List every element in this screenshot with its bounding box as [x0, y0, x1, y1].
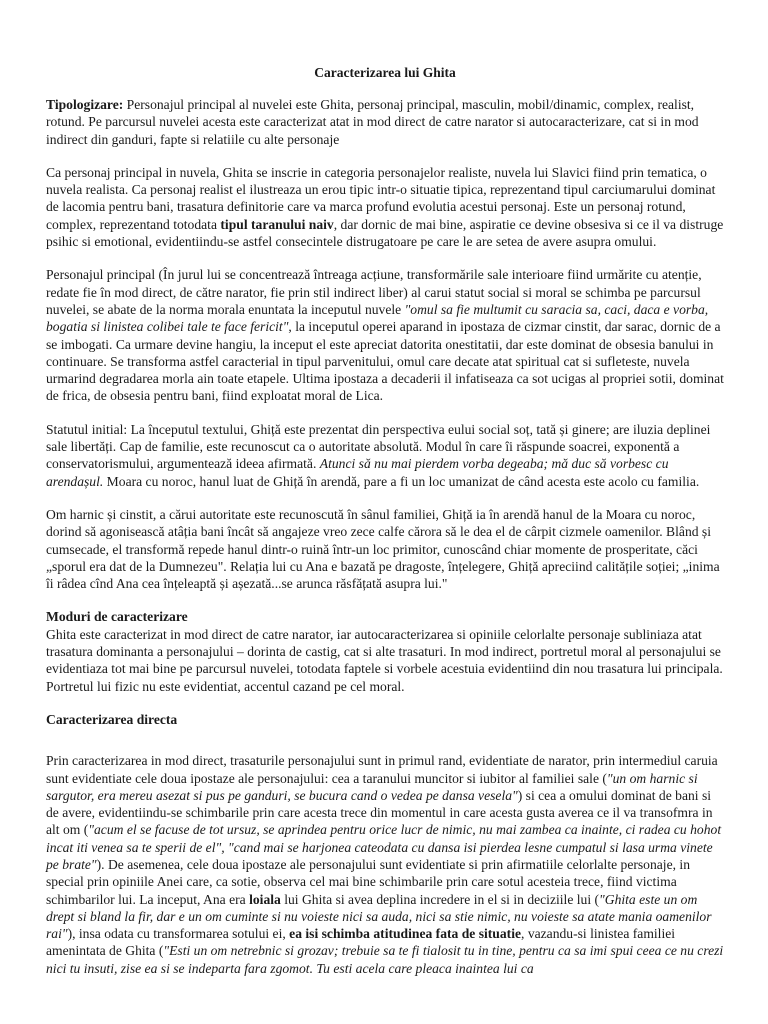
paragraph-om-harnic: Om harnic și cinstit, a cărui autoritate este recunoscută în sânul familiei, Ghiță ia în arendă hanul de la Moara cu noroc, dorind să agonisească atâția bani încât să angajeze vreo zece calfe cărora să le dea el de cârpit cizmele oamenilor. Blând și cumsecade, el transformă repede hanul dintr-o ruină într-un loc primitor, cunoscând chiar momente de prosperitate, căci „sporul era dat de la Dumnezeu". Relația lui cu Ana e bazată pe dragoste, înțelegere, Ghiță apreciind calitățile soției; „inima îi râdea cînd Ana cea înțeleaptă și așezată...se arunca răsfățată asupra lui."	[46, 506, 720, 592]
paragraph-tipologizare	[46, 96, 724, 148]
bold-phrase: ea isi schimba atitudinea fata de situatie	[289, 926, 522, 942]
paragraph-text: Personajul principal (În jurul lui se concentrează întreaga acțiune, transformările sale interioare fiind urmărite cu atenție, redate fie în mod direct, de către narator, fie prin stil indirect liber) al carui statut social si moral se schimba pe parcursul nuvelei, se abate de la norma morala enuntata la inceputul nuvele	[46, 267, 702, 317]
paragraph-text: ). De asemenea, cele doua ipostaze ale personajului sunt evidentiate si prin afirmatiile celorlalte personaje, in special prin opiniile Anei care, ca sotie, observa cel mai bine schimbarile prin care sotul acesteia trece, fiind victima schimbarilor lui. La inceput, Ana era	[46, 856, 690, 907]
heading-moduri-de-caracterizare: Moduri de caracterizare	[46, 609, 188, 625]
heading-caracterizarea-directa: Caracterizarea directa	[46, 711, 178, 727]
italic-quote: "Esti un om netrebnic si grozav; trebuie sa te fi tialosit tu in tine, pentru ca sa imi spui ceea ce nu crezi nici tu insuti, zise ea si se indeparta fara zgomot. Tu esti acela care pleaca inaintea lui ca	[46, 943, 724, 976]
paragraph-moduri-de-caracterizare: Ghita este caracterizat in mod direct de catre narator, iar autocaracterizarea si opiniile celorlalte personaje subliniaza atat trasatura dominanta a personajului – dorinta de castig, cat si alte trasaturi. In mod indirect, portretul moral al personajului se evidentiaza tot mai bine pe parcursul nuvelei, totodata faptele si vorbele acestuia evidentiind din nou trasatura lui principala. Portretul lui fizic nu este evidentiat, accentul cazand pe cel moral.	[46, 626, 723, 694]
bold-phrase: tipul taranului naiv	[220, 216, 334, 232]
paragraph-text: Statutul initial: La începutul textului, Ghiță este prezentat din perspectiva eului social soț, tată și ginere; are iluzia deplinei sale libertăți. Cap de familie, este recunoscut ca o autoritate absolută. Modul în care îi răspunde soacrei, exponentă a conservatorismului, argumentează ideea afirmată.	[46, 421, 711, 472]
paragraph-text: lui Ghita si avea deplina incredere in el si in deciziile lui (	[280, 891, 600, 907]
paragraph-personajul-principal	[46, 266, 724, 404]
tipologizare-text: Personajul principal al nuvelei este Ghita, personaj principal, masculin, mobil/dinamic, complex, realist, rotund. Pe parcursul nuvelei acesta este caracterizat atat in mod direct de catre narator si autocaracterizare, cat si in mod indirect din ganduri, fapte si relatiile cu alte personaje	[46, 97, 699, 147]
italic-quote: "Ghita este un om drept si bland la fir, dar e un om cuminte si nu voieste nici sa auda, nici sa stie nimic, nu voieste sa atate mania oamenilor rai"	[46, 891, 712, 942]
paragraph-statutul-initial	[46, 421, 724, 490]
tipologizare-label: Tipologizare:	[46, 97, 124, 112]
italic-quote: "omul sa fie multumit cu saracia sa, caci, daca e vorba, bogatia si linistea colibei tale te face fericit"	[46, 301, 709, 335]
paragraph-text: , dar dornic de mai bine, aspiratie ce devine obsesiva si ce il va distruge psihic si emotional, evidentiindu-se astfel consecintele distrugatoare pe care le are setea de avere asupra omului.	[46, 216, 724, 250]
italic-quote: Atunci să nu mai pierdem vorba degeaba; mă duc să vorbesc cu arendașul.	[46, 456, 669, 489]
paragraph-text: ), insa odata cu transformarea sotului ei,	[67, 926, 290, 942]
paragraph-text: Prin caracterizarea in mod direct, trasaturile personajului sunt in primul rand, evidentiate de narator, prin intermediul caruia sunt evidentiate cele doua ipostaze ale personajului: cea a taranului muncitor si iubitor al familiei sale (	[46, 753, 718, 786]
paragraph-text: ) si cea a omului dominat de bani si de avere, evidentiindu-se schimbarile prin care acesta trece din momentul in care acesta gusta averea ce il va transofmra in alt om (	[46, 787, 713, 838]
paragraph-text: Ca personaj principal in nuvela, Ghita se inscrie in categoria personajelor realiste, nuvela lui Slavici fiind prin tematica, o nuvela realista. Ca personaj realist el ilustreaza un erou tipic intr-o situatie tipica, reprezentand tipul carciumarului dominat de lacomia pentru bani, trasatura definitorie care va marca profund evolutia acestui personaj. Este un personaj rotund, complex, reprezentand totodata	[46, 164, 716, 232]
paragraph-personaj-realist	[46, 164, 724, 250]
document-title: Caracterizarea lui Ghita	[314, 65, 456, 80]
paragraph-text: , la inceputul operei aparand in ipostaza de cizmar cinstit, dar sarac, dornic de a se imbogati. Ca urmare devine hangiu, la inceput el este apreciat datorita onestitatii, dar este dominat de obsesia banului in continuare. Se transforma astfel caracterial in tipul parvenitului, omul care decate atat spiritual cat si sufleteste, nuvela urmarind degradarea morla ain toate etapele. Ultima ipostaza a decaderii il infatiseaza ca sot ucigas al propriei sotii, dominat de frica, de obsesia pentru bani, fiind exploatat moral de Lica.	[46, 319, 724, 404]
italic-quote: "acum el se facuse de tot ursuz, se aprindea pentru orice lucr de nimic, nu mai zambea ca inainte, ci radea cu hohot incat iti venea sa te sperii de el", "cand mai se harjonea cateodata cu dansa isi pierdea lesne cumpatul si lasa urma vinete pe brate"	[46, 822, 722, 872]
bold-word: loiala	[249, 891, 281, 907]
paragraph-text: , vazandu-si linistea familiei amenintata de Ghita (	[46, 926, 676, 959]
paragraph-caracterizarea-directa	[46, 752, 724, 977]
paragraph-text: Moara cu noroc, hanul luat de Ghiță în arendă, pare a fi un loc umanizat de când acesta este acolo cu familia.	[103, 473, 700, 489]
italic-quote: "un om harnic si sargutor, era mereu asezat si pus pe ganduri, se bucura cand o vedea pe dansa vesela"	[46, 770, 698, 803]
